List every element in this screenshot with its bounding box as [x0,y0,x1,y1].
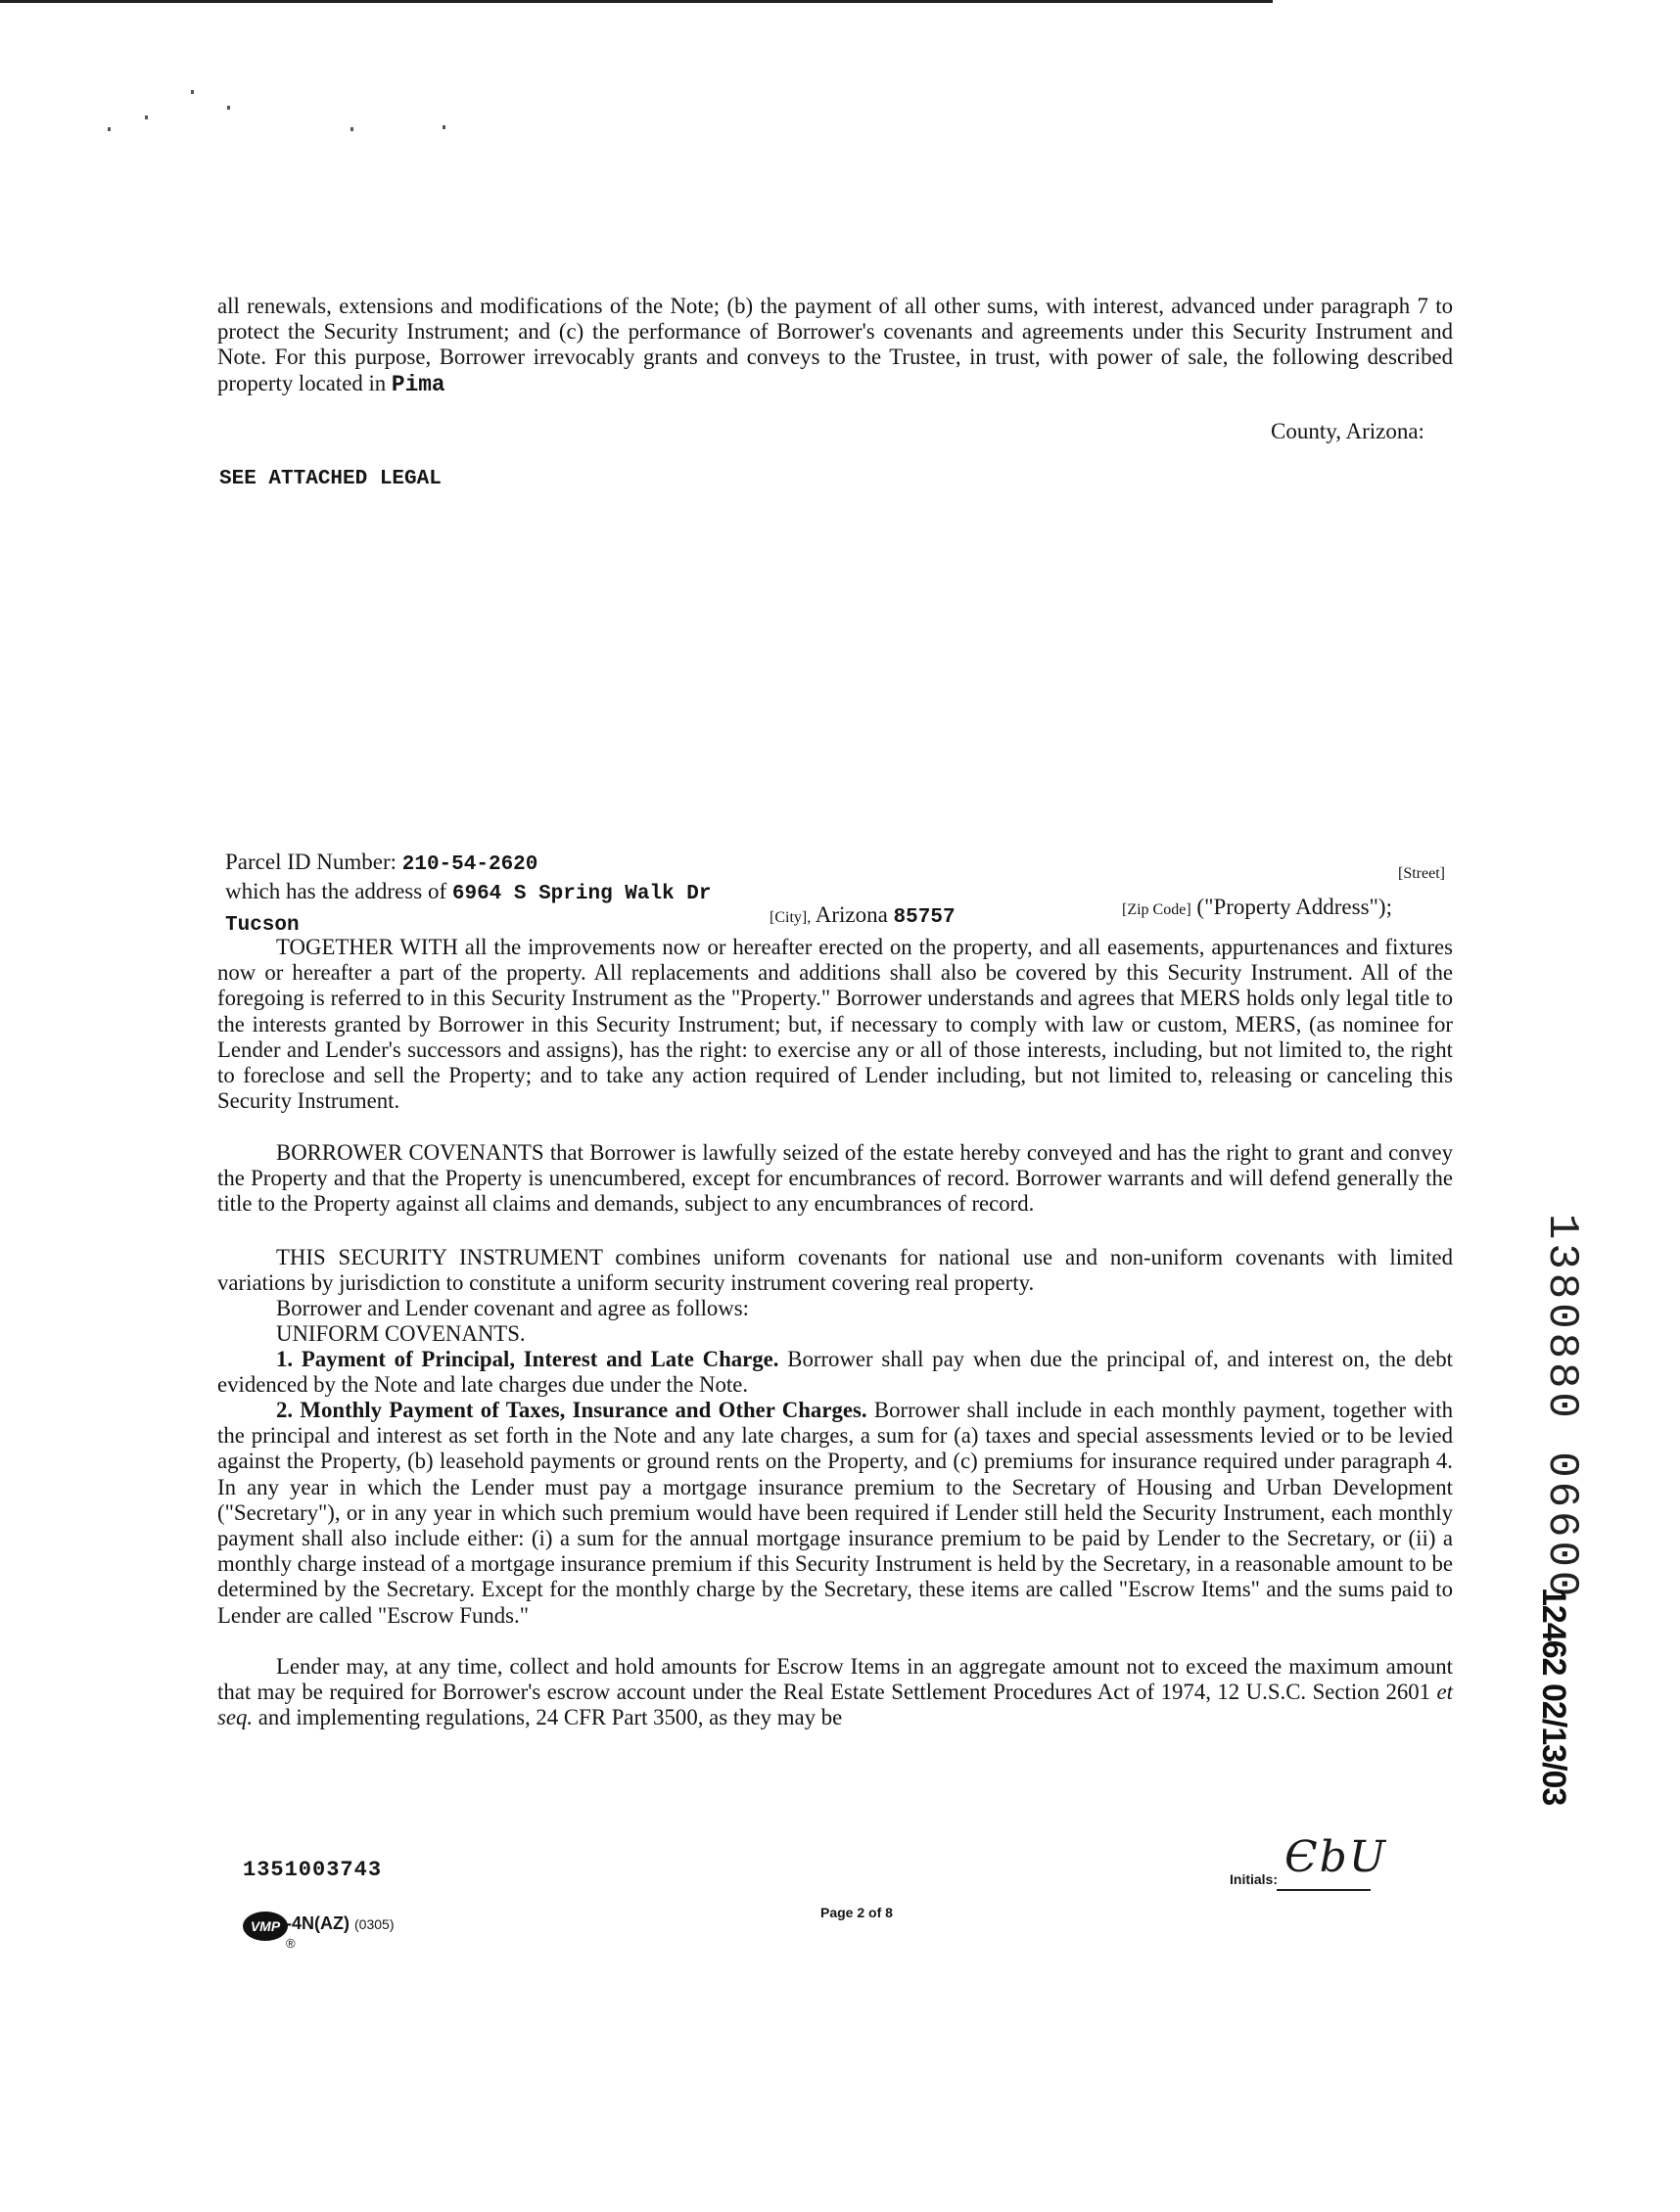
section-1-paragraph: 1. Payment of Principal, Interest and Late Charge. Borrower shall pay when due the principal of, and interest on, the debt evidenced by the Note and late charges due under the Note. [217,1347,1453,1398]
county-name: Pima [391,371,445,397]
form-code: -4N(AZ) (0305) [286,1913,395,1933]
vmp-logo-icon: VMP [243,1912,288,1941]
parcel-line [225,850,537,876]
scan-speck [443,125,445,129]
loan-number: 1351003743 [243,1858,383,1882]
city: Tucson [225,914,300,937]
covenant-agree-line: Borrower and Lender covenant and agree as follows: [276,1296,749,1320]
initials-signature: ЄbU [1284,1832,1387,1882]
registered-mark: ® [286,1936,296,1951]
state: Arizona [815,902,888,927]
street-address: 6964 S Spring Walk Dr [451,883,712,905]
legal-reference: SEE ATTACHED LEGAL [219,468,442,490]
street-tag: [Street] [1398,865,1445,882]
zip-tag: [Zip Code] [1122,901,1191,918]
section-1-heading: 1. Payment of Principal, Interest and Late Charge. [276,1347,779,1371]
together-with-paragraph: TOGETHER WITH all the improvements now or hereafter erected on the property, and all easements, appurtenances and fixtures now or hereafter a part of the property. All replacements and additions shall also be covered by this Security Instrument. All of the foregoing is referred to in this Security Instrument as the "Property." Borrower understands and agrees that MERS holds only legal title to the interests granted by Borrower in this Security Instrument; but, if necessary to comply with law or custom, MERS, (as nominee for Lender and Lender's successors and assigns), has the right: to exercise any or all of those interests, including, but not limited to, the right to foreclose and sell the Property; and to take any action required of Lender including, but not limited to, releasing or canceling this Security Instrument. [217,935,1453,1114]
scan-speck [227,106,230,110]
scan-speck [145,115,148,119]
section-2-heading: 2. Monthly Payment of Taxes, Insurance and Other Charges. [276,1398,867,1422]
recording-stamp: 12462 02/13/03 [1535,1588,1572,1806]
scan-top-edge [0,0,1273,3]
page-number: Page 2 of 8 [820,1905,893,1920]
lender-paragraph: Lender may, at any time, collect and hold amounts for Escrow Items in an aggregate amount not to exceed the maximum amount that may be required for Borrower's escrow account under the Real Estate Settlement Procedures Act of 1974, 12 U.S.C. Section 2601 et seq. and implementing regulations, 24 CFR Part 3500, as they may be [217,1654,1453,1730]
city-tag: [City], [770,909,812,926]
section-2-paragraph: 2. Monthly Payment of Taxes, Insurance and Other Charges. Borrower shall include in each monthly payment, together with the principal and interest as set forth in the Note and any late charges, a sum for (a) taxes and special assessments levied or to be levied against the Property, (b) leasehold payments or ground rents on the Property, and (c) premiums for insurance required under paragraph 4. In any year in which the Lender must pay a mortgage insurance premium to the Secretary of Housing and Urban Development ("Secretary"), or in any year in which such premium would have been required if Lender still held the Security Instrument, each monthly payment shall also include either: (i) a sum for the annual mortgage insurance premium to be paid by Lender to the Secretary, or (ii) a monthly charge instead of a mortgage insurance premium if this Security Instrument is held by the Secretary, in a reasonable amount to be determined by the Secretary. Except for the monthly charge by the Secretary, these items are called "Escrow Items" and the sums paid to Lender are called "Escrow Funds." [217,1398,1453,1628]
parcel-id: 210-54-2620 [401,853,538,876]
address-line [225,879,712,905]
initials-line [1277,1889,1371,1891]
borrower-covenants-paragraph: BORROWER COVENANTS that Borrower is lawfully seized of the estate hereby conveyed and has the right to grant and convey the Property and that the Property is unencumbered, except for encumbrances of record. Borrower warrants and will defend generally the title to the Property against all claims and demands, subject to any encumbrances of record. [217,1140,1453,1217]
scan-speck [350,127,353,131]
scan-speck [191,90,194,94]
intro-paragraph: all renewals, extensions and modifications of the Note; (b) the payment of all other sums, with interest, advanced under paragraph 7 to protect the Security Instrument; and (c) the performance of Borrower's covenants and agreements under this Security Instrument and Note. For this purpose, Borrower irrevocably grants and conveys to the Trustee, in trust, with power of sale, the following described property located in Pima [217,294,1453,397]
zip-code: 85757 [893,906,956,929]
scan-speck [108,127,111,131]
recording-number: 1380880 06600 [1537,1214,1586,1601]
city-state-zip [770,902,956,929]
property-address-label: [Zip Code] ("Property Address"); [1122,895,1392,919]
parcel-label: Parcel ID Number: [225,850,397,874]
county-suffix: County, Arizona: [1271,419,1424,443]
initials-label: Initials: [1230,1871,1279,1887]
address-prefix: which has the address of [225,879,447,903]
uniform-covenants-heading: UNIFORM COVENANTS. [276,1321,526,1346]
security-instrument-paragraph: THIS SECURITY INSTRUMENT combines uniform covenants for national use and non-uniform covenants with limited variations by jurisdiction to constitute a uniform security instrument covering real property. [217,1245,1453,1296]
